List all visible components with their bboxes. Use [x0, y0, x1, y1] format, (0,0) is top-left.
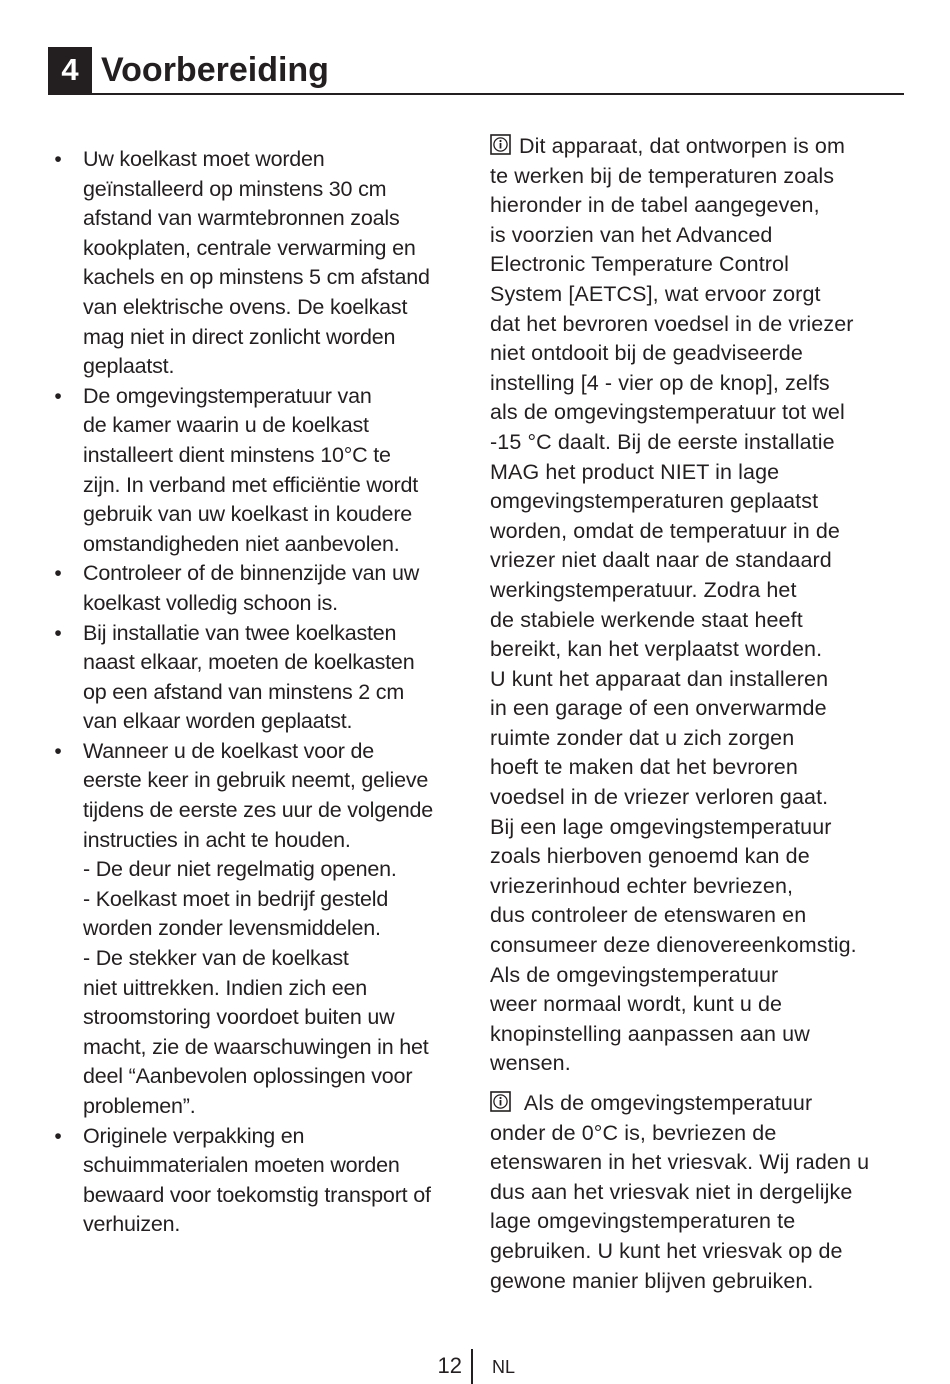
bullet-icon: • [54, 384, 62, 408]
bullet-text: Uw koelkast moet worden geïnstalleerd op minstens 30 cm afstand van warmtebronnen zoals kookplaten, centrale verwarming en kachels en op minstens 5 cm afstand van elektrische ovens. De koelkast mag niet in direct zonlicht worden geplaatst. [83, 147, 430, 379]
bullet-text: Originele verpakking en schuimmaterialen moeten worden bewaard voor toekomstig transport of verhuizen. [83, 1123, 431, 1237]
bullet-icon: • [54, 621, 62, 645]
bullet-item [48, 559, 468, 618]
bullet-icon: • [54, 562, 62, 586]
info-note [490, 1089, 905, 1296]
bullet-icon: • [54, 739, 62, 763]
info-icon [490, 134, 511, 155]
bullet-list [48, 145, 468, 1240]
bullet-item [48, 145, 468, 382]
bullet-icon: • [54, 148, 62, 171]
bullet-icon: • [54, 1124, 62, 1148]
bullet-text: Bij installatie van twee koelkasten naast elkaar, moeten de koelkasten op een afstand van minstens 2 cm van elkaar worden geplaatst. [83, 620, 415, 734]
left-column [48, 145, 468, 1240]
bullet-item [48, 1122, 468, 1240]
info-note [490, 132, 905, 1079]
right-column [490, 132, 905, 1296]
section-title: Voorbereiding [101, 51, 329, 89]
section-number: 4 [48, 47, 92, 93]
bullet-text: Wanneer u de koelkast voor de eerste keer in gebruik neemt, gelieve tijdens de eerste zes uur de volgende instructies in acht te houden. - De deur niet regelmatig openen. - Koelkast moet in bedrijf gesteld worden zonder levensmiddelen. - De stekker van de koelkast niet uittrekken. Indien zich een stroomstoring voordoet buiten uw macht, zie de waarschuwingen in het deel “Aanbevolen oplossingen voor problemen”. [83, 738, 433, 1118]
bullet-item [48, 382, 468, 560]
bullet-text: De omgevingstemperatuur van de kamer waarin u de koelkast installeert dient minstens 10°C te zijn. In verband met efficiëntie wordt gebruik van uw koelkast in koudere omstandigheden niet aanbevolen. [83, 383, 418, 556]
section-header [48, 45, 904, 95]
footer-divider [471, 1349, 473, 1384]
bullet-item [48, 737, 468, 1122]
bullet-item [48, 619, 468, 737]
language-code: NL [492, 1357, 516, 1377]
note-text: Dit apparaat, dat ontworpen is om te werken bij de temperaturen zoals hieronder in de tabel aangegeven, is voorzien van het Advanced Electronic Temperature Control System [AETCS], wat ervoor zorgt dat het bevroren voedsel in de vriezer niet ontdooit bij de geadviseerde instelling [4 - vier op de knop], zelfs als de omgevingstemperatuur tot wel -15 °C daalt. Bij de eerste installatie MAG het product NIET in lage omgevingstemperaturen geplaatst worden, omdat de temperatuur in de vriezer niet daalt naar de standaard werkingstemperatuur. Zodra het de stabiele werkende staat heeft bereikt, kan het verplaatst worden. U kunt het apparaat dan installeren in een garage of een onverwarmde ruimte zonder dat u zich zorgen hoeft te maken dat het bevroren voedsel in de vriezer verloren gaat. Bij een lage omgevingstemperatuur zoals hierboven genoemd kan de vriezerinhoud echter bevriezen, dus controleer de etenswaren en consumeer deze dienovereenkomstig. Als de omgevingstemperatuur weer normaal wordt, kunt u de knopinstelling aanpassen aan uw wensen. [490, 134, 857, 1076]
bullet-text: Controleer of de binnenzijde van uw koelkast volledig schoon is. [83, 561, 420, 615]
note-text: Als de omgevingstemperatuur onder de 0°C is, bevriezen de etenswaren in het vriesvak. Wij raden u dus aan het vriesvak niet in dergelijke lage omgevingstemperaturen te gebruiken. U kunt het vriesvak op de gewone manier blijven gebruiken. [490, 1091, 870, 1293]
info-icon [490, 1091, 511, 1112]
page-number: 12 [437, 1353, 462, 1378]
